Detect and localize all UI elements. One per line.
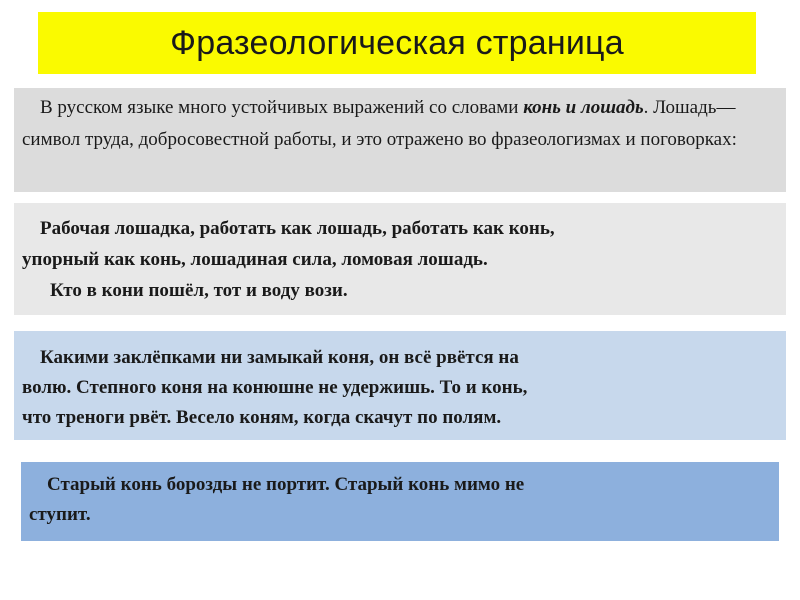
phrases-line-1-text: Рабочая лошадка, работать как лошадь, работать как конь, xyxy=(40,218,555,239)
intro-word-kon: конь xyxy=(523,97,561,118)
phrases-line-2 xyxy=(22,244,776,275)
intro-text-3: . Лошадь— символ труда, добросовестной работы, и это отражено во фразеологизмах и поговорках: xyxy=(22,97,737,150)
intro-block xyxy=(14,88,786,192)
phrases-line-1 xyxy=(22,213,776,244)
proverbs-line-1 xyxy=(22,343,776,373)
proverbs-line-2-text: волю. Степного коня на конюшне не удержишь. То и конь, xyxy=(22,377,528,398)
proverbs-line-2 xyxy=(22,373,776,403)
phrases-line-2-text: упорный как конь, лошадиная сила, ломовая лошадь. xyxy=(22,249,488,270)
phrases-line-3 xyxy=(22,275,776,306)
old-horse-line-2 xyxy=(29,500,769,530)
old-horse-line-2-text: ступит. xyxy=(29,504,91,525)
proverbs-block xyxy=(14,331,786,440)
intro-word-loshad: и лошадь xyxy=(565,97,644,118)
title-banner xyxy=(38,12,756,74)
page-title: Фразеологическая страница xyxy=(170,23,624,62)
proverbs-line-3-text: что треноги рвёт. Весело коням, когда скачут по полям. xyxy=(22,407,502,428)
old-horse-line-1-text: Старый конь борозды не портит. Старый конь мимо не xyxy=(47,474,525,495)
old-horse-line-1 xyxy=(29,470,769,500)
old-horse-block xyxy=(21,462,779,541)
phrases-block xyxy=(14,203,786,315)
phrases-line-3-text: Кто в кони пошёл, тот и воду вози. xyxy=(50,280,348,301)
proverbs-line-1-text: Какими заклёпками ни замыкай коня, он всё рвётся на xyxy=(40,347,519,368)
intro-text-1: В русском языке много устойчивых выражений со словами xyxy=(40,97,524,118)
proverbs-line-3 xyxy=(22,403,776,433)
